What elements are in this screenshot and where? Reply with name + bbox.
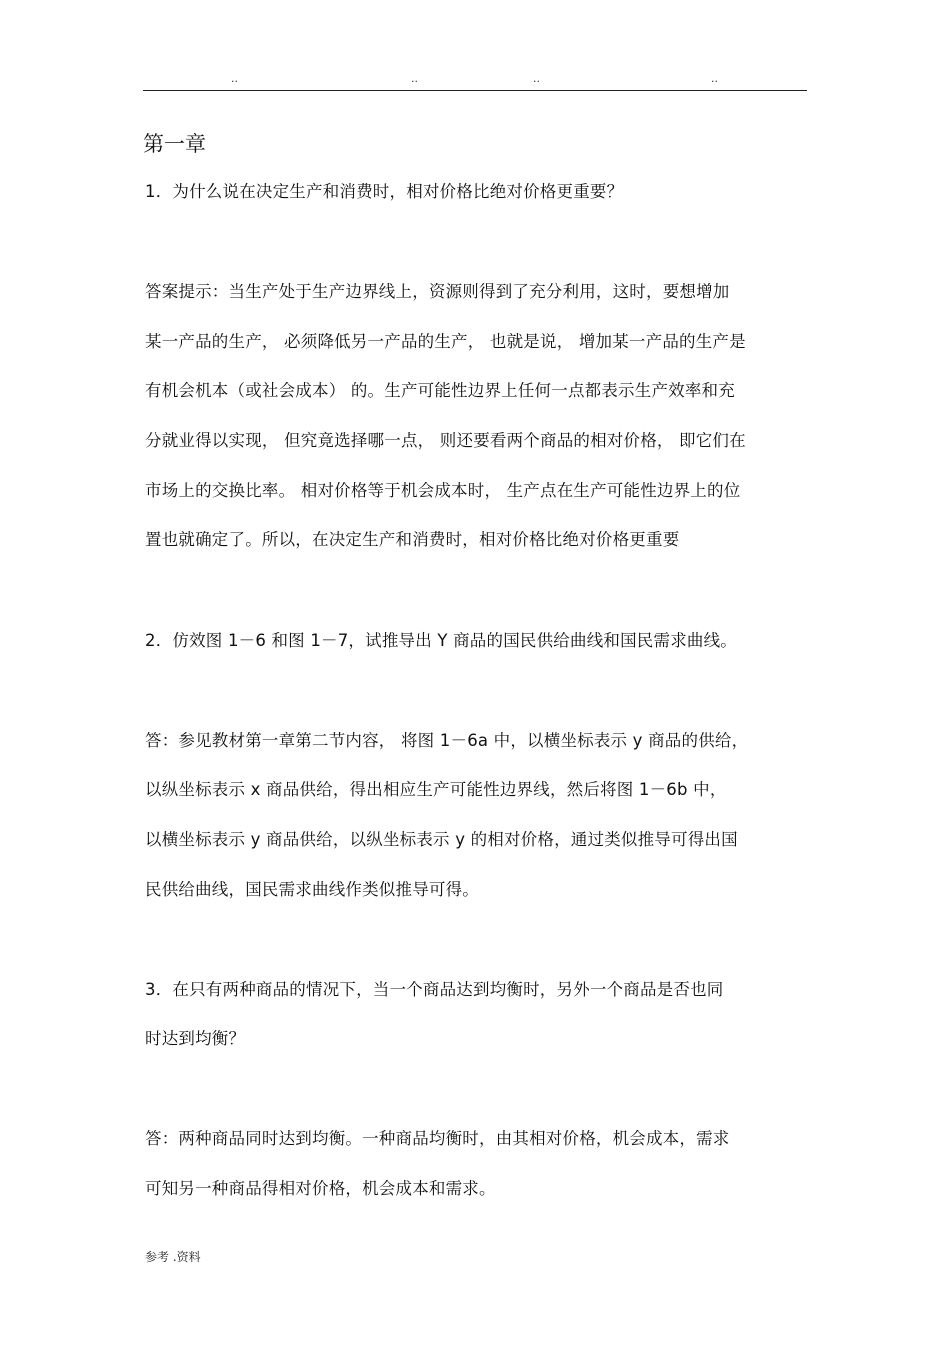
header-dots-3: .. bbox=[533, 72, 540, 85]
answer-2-line-1: 答：参见教材第一章第二节内容， 将图 1－6a 中，以横坐标表示 y 商品的供给， bbox=[145, 731, 749, 750]
answer-2-line-2: 以纵坐标表示 x 商品供给，得出相应生产可能性边界线，然后将图 1－6b 中， bbox=[145, 780, 727, 799]
answer-1-line-2: 某一产品的生产， 必须降低另一产品的生产， 也就是说， 增加某一产品的生产是 bbox=[145, 332, 746, 351]
answer-3-line-2: 可知另一种商品得相对价格，机会成本和需求。 bbox=[145, 1179, 496, 1198]
question-3-line-2: 时达到均衡？ bbox=[145, 1029, 246, 1048]
header-dots-2: .. bbox=[411, 72, 418, 85]
question-2: 2．仿效图 1－6 和图 1－7，试推导出 Y 商品的国民供给曲线和国民需求曲线。 bbox=[145, 631, 737, 650]
answer-1-line-5: 市场上的交换比率。 相对价格等于机会成本时， 生产点在生产可能性边界上的位 bbox=[145, 481, 741, 500]
answer-1-line-3: 有机会机本（或社会成本） 的。生产可能性边界上任何一点都表示生产效率和充 bbox=[145, 381, 735, 400]
answer-1-line-1: 答案提示：当生产处于生产边界线上，资源则得到了充分利用，这时，要想增加 bbox=[145, 282, 730, 301]
question-3-line-1: 3．在只有两种商品的情况下，当一个商品达到均衡时，另外一个商品是否也同 bbox=[145, 980, 724, 999]
answer-2-line-4: 民供给曲线，国民需求曲线作类似推导可得。 bbox=[145, 880, 479, 899]
header-rule bbox=[143, 90, 807, 91]
chapter-title: 第一章 bbox=[143, 132, 206, 156]
answer-3-line-1: 答：两种商品同时达到均衡。一种商品均衡时，由其相对价格，机会成本，需求 bbox=[145, 1129, 730, 1148]
page-footer: 参考 .资料 bbox=[145, 1250, 201, 1264]
header-dots-4: .. bbox=[711, 72, 718, 85]
page-header bbox=[143, 72, 807, 86]
question-1: 1．为什么说在决定生产和消费时，相对价格比绝对价格更重要？ bbox=[145, 182, 624, 201]
header-dots-1: .. bbox=[231, 72, 238, 85]
answer-1-line-4: 分就业得以实现， 但究竟选择哪一点， 则还要看两个商品的相对价格， 即它们在 bbox=[145, 431, 746, 450]
answer-2-line-3: 以横坐标表示 y 商品供给，以纵坐标表示 y 的相对价格，通过类似推导可得出国 bbox=[145, 830, 738, 849]
answer-1-line-6: 置也就确定了。所以，在决定生产和消费时，相对价格比绝对价格更重要 bbox=[145, 530, 680, 549]
